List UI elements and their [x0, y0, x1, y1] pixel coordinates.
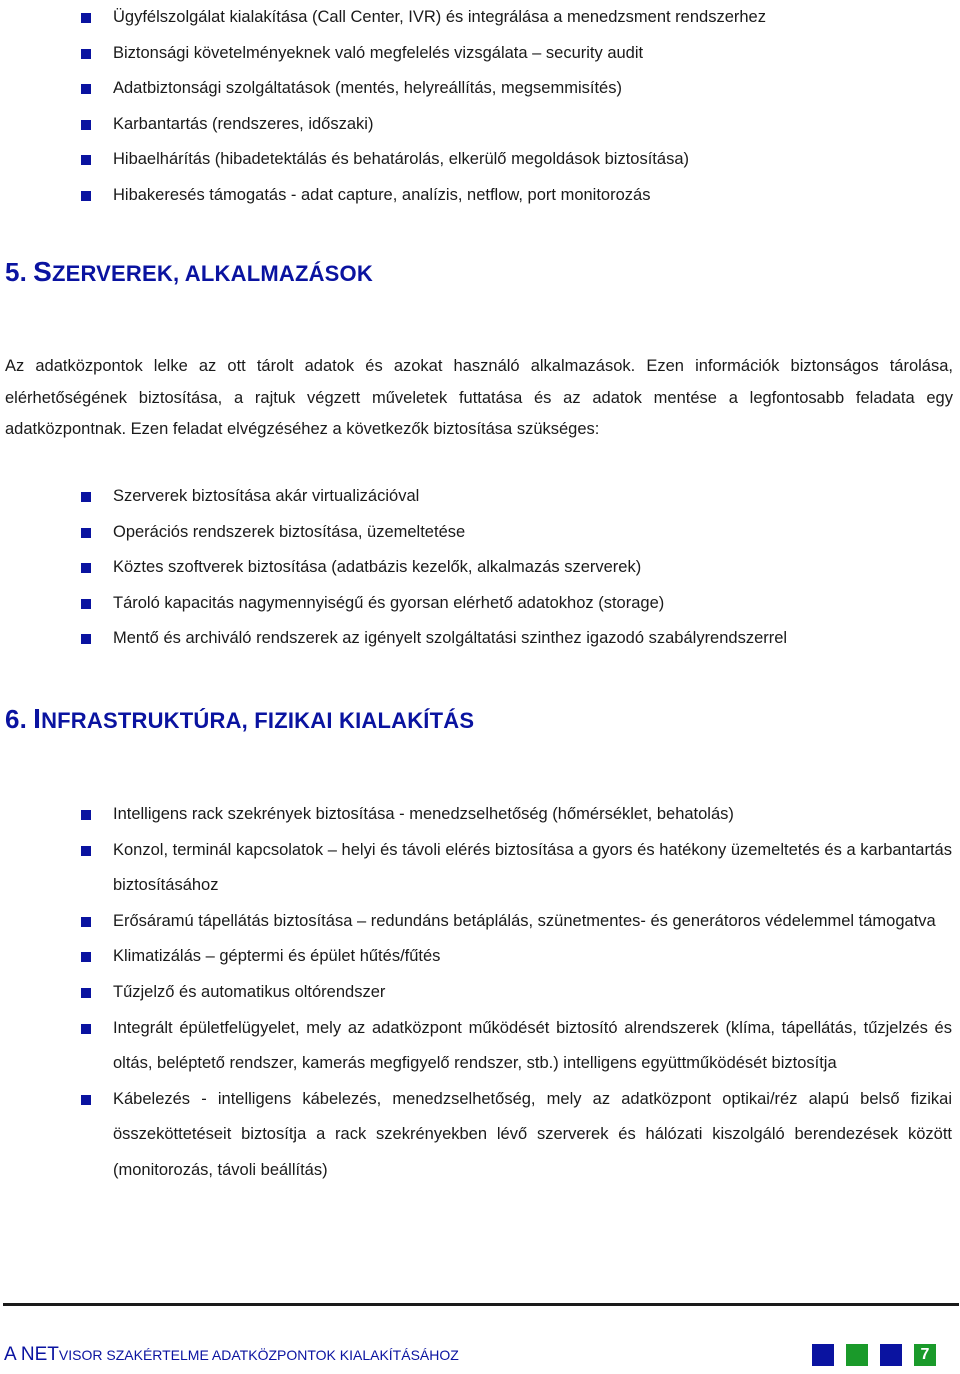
list-item: Tároló kapacitás nagymennyiségű és gyorsan elérhető adatokhoz (storage) [0, 586, 960, 622]
square-bullet-icon [81, 191, 91, 201]
square-bullet-icon [81, 1095, 91, 1105]
list-item: Erősáramú tápellátás biztosítása – redundáns betáplálás, szünetmentes- és generátoros védelemmel támogatva [0, 904, 960, 940]
green-square-icon [846, 1344, 868, 1366]
square-bullet-icon [81, 917, 91, 927]
square-bullet-icon [81, 492, 91, 502]
section-heading-servers: 5. SZERVEREK, ALKALMAZÁSOK [5, 256, 373, 287]
square-bullet-icon [81, 155, 91, 165]
footer-title: A NETVISOR SZAKÉRTELME ADATKÖZPONTOK KIALAKÍTÁSÁHOZ [4, 1344, 459, 1365]
list-item: Biztonsági követelményeknek való megfelelés vizsgálata – security audit [0, 36, 960, 72]
footer-decoration [812, 1344, 940, 1368]
list-item: Szerverek biztosítása akár virtualizációval [0, 479, 960, 515]
servers-list [0, 479, 960, 657]
list-item: Köztes szoftverek biztosítása (adatbázis kezelők, alkalmazás szerverek) [0, 550, 960, 586]
square-bullet-icon [81, 120, 91, 130]
section-paragraph: Az adatközpontok lelke az ott tárolt adatok és azokat használó alkalmazások. Ezen információk biztonságos tárolása, elérhetőségének biztosítása, a rajtuk végzett műveletek futtatása és az adatok mentése a legfontosabb feladata egy adatközpontnak. Ezen feladat elvégzéséhez a következők biztosítása szükséges: [5, 357, 953, 438]
footer-divider [3, 1303, 959, 1306]
list-item: Kábelezés - intelligens kábelezés, menedzselhetőség, mely az adatközpont optikai/réz alapú belső fizikai összeköttetéseit biztosítja a rack szekrényekben lévő szerverek és hálózati kiszolgáló berendezések között (monitorozás, távoli beállítás) [0, 1082, 960, 1189]
list-item: Klimatizálás – géptermi és épület hűtés/fűtés [0, 939, 960, 975]
list-item: Ügyfélszolgálat kialakítása (Call Center, IVR) és integrálása a menedzsment rendszerhez [0, 0, 960, 36]
square-bullet-icon [81, 988, 91, 998]
list-item: Mentő és archiváló rendszerek az igényelt szolgáltatási szinthez igazodó szabályrendszerrel [0, 621, 960, 657]
square-bullet-icon [81, 563, 91, 573]
list-item: Tűzjelző és automatikus oltórendszer [0, 975, 960, 1011]
square-bullet-icon [81, 599, 91, 609]
square-bullet-icon [81, 13, 91, 23]
page-number: 7 [914, 1344, 936, 1366]
square-bullet-icon [81, 810, 91, 820]
list-item: Karbantartás (rendszeres, időszaki) [0, 107, 960, 143]
square-bullet-icon [81, 84, 91, 94]
square-bullet-icon [81, 49, 91, 59]
square-bullet-icon [81, 528, 91, 538]
square-bullet-icon [81, 1024, 91, 1034]
list-item: Hibaelhárítás (hibadetektálás és behatárolás, elkerülő megoldások biztosítása) [0, 142, 960, 178]
blue-square-icon [880, 1344, 902, 1366]
list-item: Intelligens rack szekrények biztosítása - menedzselhetőség (hőmérséklet, behatolás) [0, 797, 960, 833]
blue-square-icon [812, 1344, 834, 1366]
list-item: Integrált épületfelügyelet, mely az adatközpont működését biztosító alrendszerek (klíma, tápellátás, tűzjelzés és oltás, beléptető rendszer, kamerás megfigyelő rendszer, stb.) intelligens együttműködését biztosítja [0, 1011, 960, 1082]
list-item: Adatbiztonsági szolgáltatások (mentés, helyreállítás, megsemmisítés) [0, 71, 960, 107]
square-bullet-icon [81, 634, 91, 644]
services-list [0, 0, 960, 214]
square-bullet-icon [81, 952, 91, 962]
section-heading-infrastructure: 6. INFRASTRUKTÚRA, FIZIKAI KIALAKÍTÁS [5, 703, 475, 734]
infrastructure-list [0, 797, 960, 1189]
list-item: Operációs rendszerek biztosítása, üzemeltetése [0, 515, 960, 551]
square-bullet-icon [81, 846, 91, 856]
list-item: Konzol, terminál kapcsolatok – helyi és távoli elérés biztosítása a gyors és hatékony üzemeltetés és a karbantartás biztosításához [0, 833, 960, 904]
list-item: Hibakeresés támogatás - adat capture, analízis, netflow, port monitorozás [0, 178, 960, 214]
